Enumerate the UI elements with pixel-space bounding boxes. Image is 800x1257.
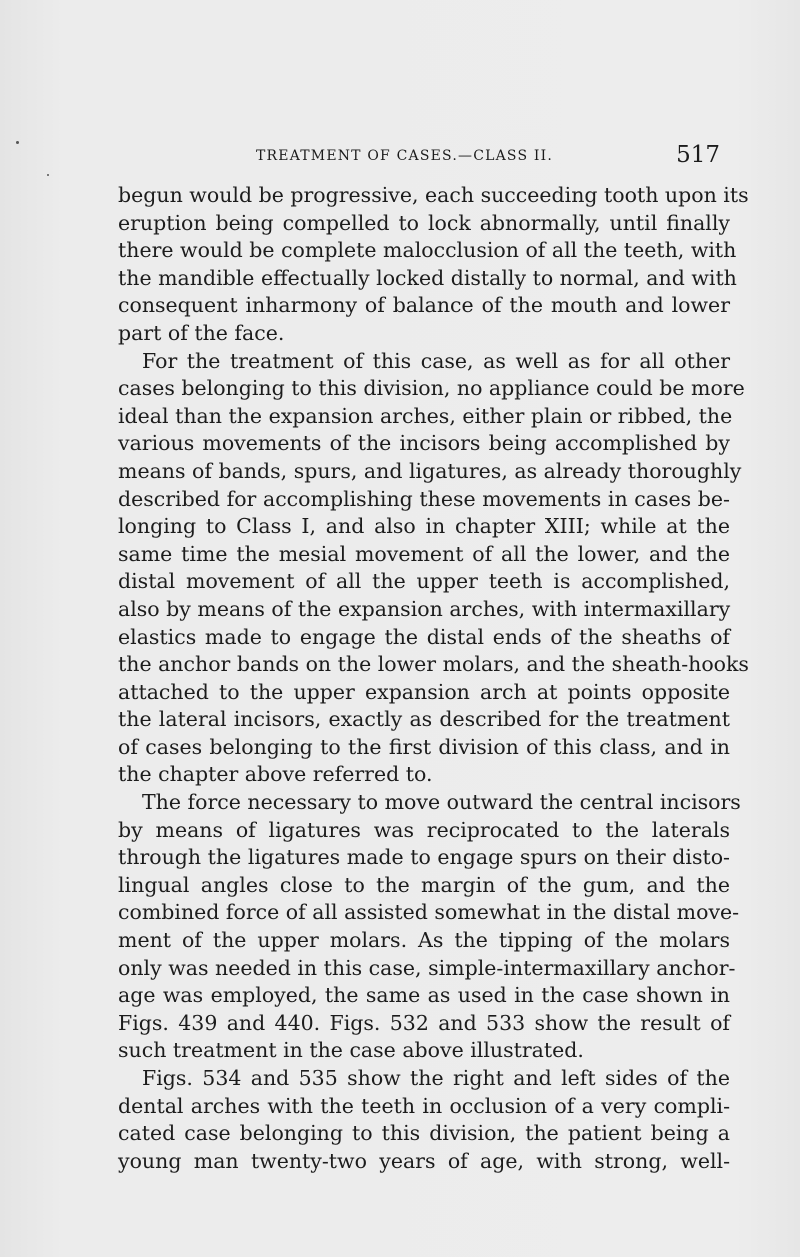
text-line: there would be complete malocclusion of all the teeth, with: [118, 238, 737, 263]
text-line: begun would be progressive, each succeeding tooth upon its: [118, 183, 749, 207]
text-line: lingual angles close to the margin of the gum, and the: [118, 872, 730, 897]
text-line: means of bands, spurs, and ligatures, as already thoroughly: [118, 458, 742, 483]
text-line: The force necessary to move outward the central incisors: [142, 790, 741, 815]
text-line: cated case belonging to this division, the patient being a: [118, 1121, 730, 1146]
running-head: TREATMENT OF CASES.—CLASS II.: [256, 148, 554, 164]
text-line: the lateral incisors, exactly as described for the treatment: [118, 707, 730, 732]
text-line: age was employed, the same as used in the case shown in: [118, 983, 730, 1008]
text-line: ment of the upper molars. As the tipping of the molars: [118, 928, 730, 953]
text-line: distal movement of all the upper teeth is accomplished,: [118, 569, 730, 594]
text-line: the chapter above referred to.: [118, 762, 433, 787]
text-line: elastics made to engage the distal ends of the sheaths of: [118, 624, 730, 649]
text-line: Figs. 534 and 535 show the right and left sides of the: [142, 1066, 730, 1090]
text-line: the mandible effectually locked distally to normal, and with: [118, 265, 737, 290]
text-line: ideal than the expansion arches, either plain or ribbed, the: [118, 403, 733, 428]
text-line: part of the face.: [118, 320, 285, 345]
text-line: the anchor bands on the lower molars, and the sheath-hooks: [118, 652, 749, 677]
text-line: consequent inharmony of balance of the mouth and lower: [118, 293, 730, 318]
text-line: only was needed in this case, simple-intermaxillary anchor-: [118, 955, 736, 980]
text-line: dental arches with the teeth in occlusion of a very compli-: [118, 1093, 730, 1118]
body-text: [118, 182, 749, 1175]
text-line: attached to the upper expansion arch at points opposite: [118, 679, 730, 704]
page-header: [118, 142, 728, 172]
text-line: same time the mesial movement of all the lower, and the: [118, 541, 730, 566]
text-line: described for accomplishing these movements in cases be-: [118, 486, 730, 511]
text-line: For the treatment of this case, as well as for all other: [142, 348, 730, 373]
scan-speck: [47, 174, 49, 176]
text-line: by means of ligatures was reciprocated to the laterals: [118, 817, 730, 842]
text-line: Figs. 439 and 440. Figs. 532 and 533 show the result of: [118, 1010, 730, 1035]
text-line: combined force of all assisted somewhat in the distal move-: [118, 900, 740, 925]
text-line: eruption being compelled to lock abnormally, until finally: [118, 210, 730, 235]
text-line: through the ligatures made to engage spurs on their disto-: [118, 845, 730, 870]
text-line: longing to Class I, and also in chapter XIII; while at the: [118, 514, 730, 539]
text-line: cases belonging to this division, no appliance could be more: [118, 376, 745, 401]
text-line: of cases belonging to the first division of this class, and in: [118, 734, 730, 759]
text-line: such treatment in the case above illustrated.: [118, 1038, 584, 1063]
scan-speck: [16, 141, 19, 144]
text-line: various movements of the incisors being accomplished by: [118, 431, 730, 456]
text-line: also by means of the expansion arches, with intermaxillary: [118, 596, 731, 621]
text-line: young man twenty-two years of age, with strong, well-: [118, 1148, 730, 1173]
page-number: 517: [676, 142, 720, 168]
